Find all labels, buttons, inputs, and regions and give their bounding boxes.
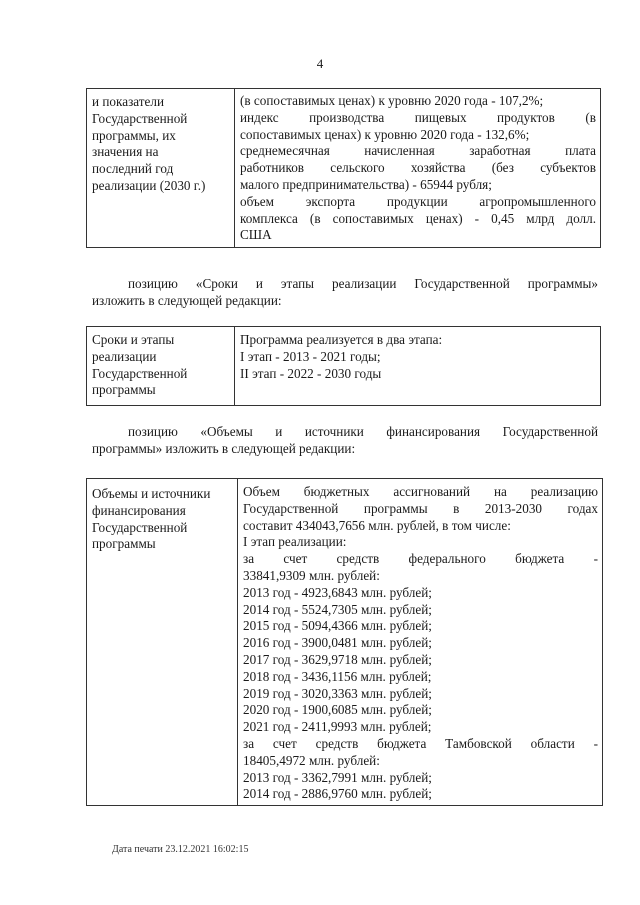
cell-line: 2017 год - 3629,9718 млн. рублей; xyxy=(243,651,432,667)
table-cell-label xyxy=(87,327,235,406)
page-number: 4 xyxy=(316,56,324,71)
cell-line: 2019 год - 3020,3363 млн. рублей; xyxy=(243,685,432,701)
paragraph-financing xyxy=(92,424,598,458)
cell-line: среднемесячная начисленная заработная плата xyxy=(240,143,596,159)
cell-line: 2016 год - 3900,0481 млн. рублей; xyxy=(243,635,432,651)
cell-line: реализации (2030 г.) xyxy=(92,177,206,193)
cell-line: индекс производства пищевых продуктов (в xyxy=(240,109,596,125)
cell-line: за счет средств федерального бюджета - xyxy=(243,551,598,567)
cell-line: за счет средств бюджета Тамбовской области - xyxy=(243,735,598,751)
cell-line: финансирования xyxy=(92,502,186,518)
cell-line: составит 434043,7656 млн. рублей, в том числе: xyxy=(243,517,511,533)
cell-line: Государственной xyxy=(92,519,188,535)
table-cell-label xyxy=(87,479,238,806)
cell-line: 2021 год - 2411,9993 млн. рублей; xyxy=(243,719,432,735)
cell-line: 2015 год - 5094,4366 млн. рублей; xyxy=(243,618,432,634)
cell-line: Сроки и этапы xyxy=(92,332,175,347)
paragraph-line: изложить в следующей редакции: xyxy=(92,292,282,308)
cell-line: Программа реализуется в два этапа: xyxy=(240,332,443,347)
cell-line: Государственной xyxy=(92,110,188,126)
cell-line: 2014 год - 2886,9760 млн. рублей; xyxy=(243,786,432,802)
cell-line: программы, их xyxy=(92,127,176,143)
cell-line: программы xyxy=(92,536,156,552)
paragraph-line: позицию «Сроки и этапы реализации Государственной программы» xyxy=(128,276,598,291)
cell-line: США xyxy=(240,227,272,243)
table-row xyxy=(87,327,601,406)
table-cell-value xyxy=(235,89,601,248)
table-cell-value xyxy=(238,479,603,806)
cell-line: 2018 год - 3436,1156 млн. рублей; xyxy=(243,668,432,684)
terms-table xyxy=(86,326,601,406)
cell-line: Объем бюджетных ассигнований на реализацию xyxy=(243,484,598,499)
cell-line: (в сопоставимых ценах) к уровню 2020 года - 107,2%; xyxy=(240,93,544,108)
cell-line: I этап реализации: xyxy=(243,534,347,550)
paragraph-line: позицию «Объемы и источники финансирования Государственной xyxy=(128,424,598,439)
table-row xyxy=(87,479,603,806)
cell-line: 2014 год - 5524,7305 млн. рублей; xyxy=(243,601,432,617)
cell-line: II этап - 2022 - 2030 годы xyxy=(240,365,382,381)
cell-line: I этап - 2013 - 2021 годы; xyxy=(240,348,381,364)
paragraph-line: программы» изложить в следующей редакции: xyxy=(92,440,356,456)
cell-line: Государственной xyxy=(92,365,188,381)
print-date-footer: Дата печати 23.12.2021 16:02:15 xyxy=(112,844,249,855)
cell-line: комплекса (в сопоставимых ценах) - 0,45 млрд долл. xyxy=(240,210,596,226)
cell-line: 2013 год - 3362,7991 млн. рублей; xyxy=(243,769,432,785)
cell-line: работников сельского хозяйства (без субъектов xyxy=(240,160,596,176)
cell-line: сопоставимых ценах) к уровню 2020 года - 132,6%; xyxy=(240,126,530,142)
cell-line: программы xyxy=(92,382,156,398)
cell-line: последний год xyxy=(92,161,174,177)
cell-line: и показатели xyxy=(92,94,165,109)
cell-line: 2013 год - 4923,6843 млн. рублей; xyxy=(243,584,432,600)
table-cell-label xyxy=(87,89,235,248)
cell-line: 2020 год - 1900,6085 млн. рублей; xyxy=(243,702,432,718)
financing-table xyxy=(86,478,603,806)
cell-line: Государственной программы в 2013-2030 годах xyxy=(243,500,598,516)
cell-line: 18405,4972 млн. рублей: xyxy=(243,752,380,768)
cell-line: реализации xyxy=(92,348,157,364)
cell-line: Объемы и источники xyxy=(92,486,211,501)
table-cell-value xyxy=(235,327,601,406)
cell-line: 33841,9309 млн. рублей: xyxy=(243,567,380,583)
cell-line: объем экспорта продукции агропромышленного xyxy=(240,193,596,209)
cell-line: малого предпринимательства) - 65944 рубля; xyxy=(240,176,492,192)
table-row xyxy=(87,89,601,248)
cell-line: значения на xyxy=(92,144,159,160)
indicators-table xyxy=(86,88,601,248)
paragraph-terms xyxy=(92,276,598,310)
